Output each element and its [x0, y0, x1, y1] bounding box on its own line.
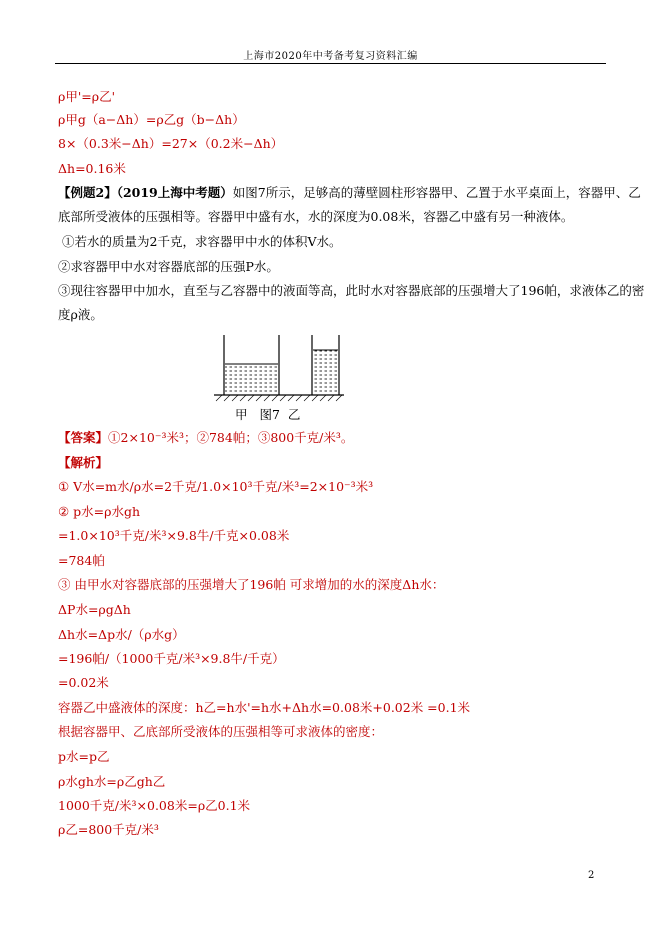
analysis-line-14: 1000千克/米³×0.08米=ρ乙0.1米 [58, 798, 251, 813]
caption-yi: 乙 [287, 407, 301, 422]
example-text-2: 底部所受液体的压强相等。容器甲中盛有水，水的深度为0.08米，容器乙中盛有另一种液体。 [58, 209, 574, 224]
figure-caption [235, 405, 300, 423]
analysis-line-15: ρ乙=800千克/米³ [58, 822, 159, 837]
example-heading [58, 185, 641, 201]
analysis-line-9: =0.02米 [58, 675, 109, 690]
analysis-line-8: =196帕/（1000千克/米³×9.8牛/千克） [58, 651, 285, 666]
caption-figure-number: 图7 [259, 407, 280, 422]
analysis-line-6: ΔP水=ρgΔh [58, 602, 131, 617]
table-surface [214, 395, 344, 401]
page-header: 上海市2020年中考备考复习资料汇编 [243, 51, 418, 62]
solution-line-2: ρ甲g（a−Δh）=ρ乙g（b−Δh） [58, 112, 245, 127]
container-jia [224, 335, 279, 395]
analysis-line-2: ② p水=ρ水gh [58, 504, 141, 519]
analysis-line-4: =784帕 [58, 553, 105, 568]
example-source: （2019上海中考题） [116, 185, 233, 200]
solution-line-4: Δh=0.16米 [58, 161, 126, 176]
example-text-1: 如图7所示，足够高的薄壁圆柱形容器甲、乙置于水平桌面上，容器甲、乙 [232, 185, 641, 200]
question-3-line-2: 度ρ液。 [58, 307, 103, 322]
page-number: 2 [588, 870, 595, 881]
analysis-line-11: 根据容器甲、乙底部所受液体的压强相等可求液体的密度： [58, 724, 384, 739]
analysis-line-5: ③ 由甲水对容器底部的压强增大了196帕 可求增加的水的深度Δh水： [58, 577, 445, 592]
question-1: ①若水的质量为2千克，求容器甲中水的体积V水。 [62, 234, 342, 249]
container-yi [312, 335, 339, 395]
analysis-line-12: p水=p乙 [58, 749, 110, 764]
answer-label: 【答案】 [58, 430, 109, 445]
analysis-line-1: ① V水=m水/ρ水=2千克/1.0×10³千克/米³=2×10⁻³米³ [58, 479, 374, 494]
header-rule [55, 63, 606, 64]
question-3-line-1: ③现往容器甲中加水，直至与乙容器中的液面等高，此时水对容器底部的压强增大了196帕，求液体乙的密 [58, 283, 645, 298]
example-tag: 【例题2】 [58, 185, 117, 200]
solution-line-1: ρ甲'=ρ乙' [58, 89, 116, 104]
analysis-label: 【解析】 [58, 455, 109, 470]
solution-line-3: 8×（0.3米−Δh）=27×（0.2米−Δh） [58, 136, 284, 151]
answer-text: ①2×10⁻³米³；②784帕；③800千克/米³。 [108, 430, 354, 445]
analysis-line-7: Δh水=Δp水/（ρ水g） [58, 627, 185, 642]
analysis-line-13: ρ水gh水=ρ乙gh乙 [58, 774, 166, 789]
caption-jia: 甲 [235, 407, 248, 422]
answer-line [58, 430, 353, 446]
analysis-line-3: =1.0×10³千克/米³×9.8牛/千克×0.08米 [58, 528, 290, 543]
analysis-line-10: 容器乙中盛液体的深度：h乙=h水'=h水+Δh水=0.08米+0.02米 =0.1米 [58, 700, 471, 715]
question-2: ②求容器甲中水对容器底部的压强P水。 [58, 259, 279, 274]
